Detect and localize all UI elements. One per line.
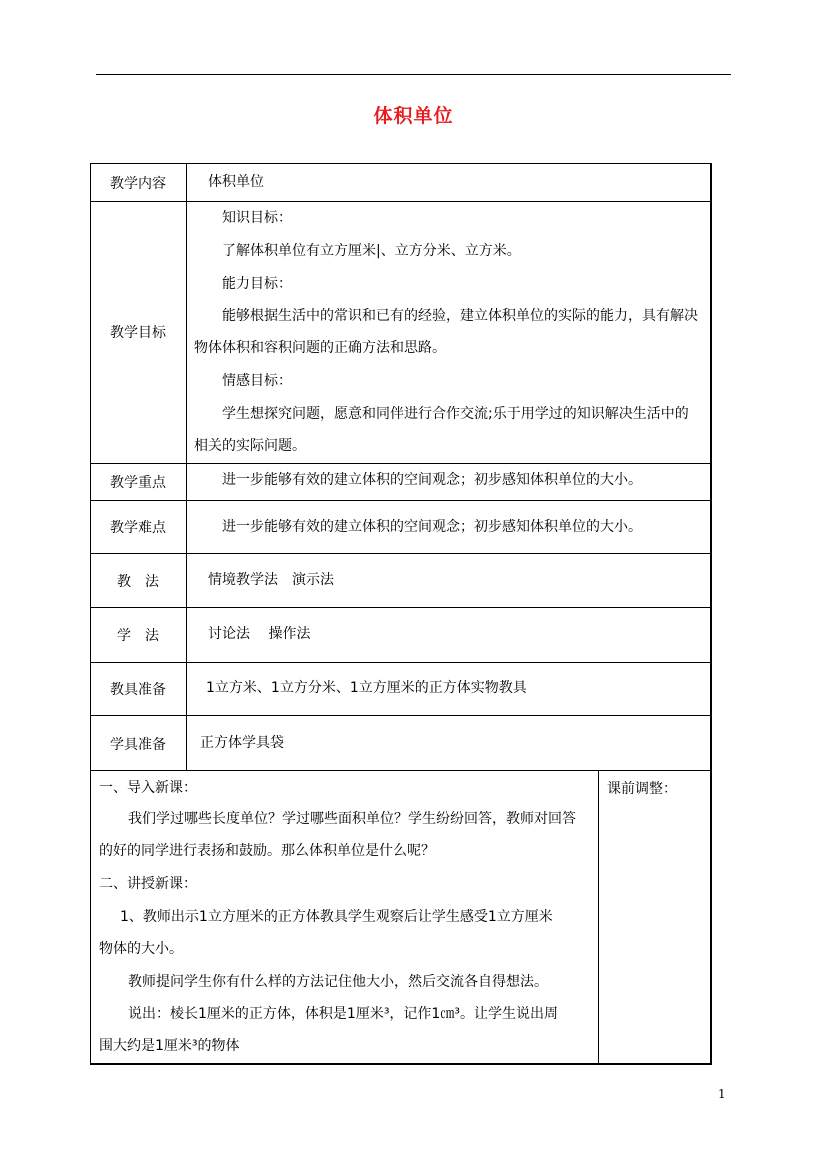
row-separator bbox=[90, 553, 710, 554]
row-label-teach-method: 教 法 bbox=[117, 574, 159, 590]
row-value-key: 进一步能够有效的建立体积的空间观念；初步感知体积单位的大小。 bbox=[222, 472, 642, 488]
process-line: 围大约是1厘米³的物体 bbox=[99, 1038, 240, 1054]
row-value-difficult: 进一步能够有效的建立体积的空间观念；初步感知体积单位的大小。 bbox=[222, 519, 642, 535]
process-line: 我们学过哪些长度单位？学过哪些面积单位？学生纷纷回答，教师对回答 bbox=[128, 811, 576, 827]
table-right-shadow bbox=[710, 163, 712, 1065]
row-separator bbox=[90, 770, 710, 771]
row-separator bbox=[90, 662, 710, 663]
process-line: 二、讲授新课： bbox=[99, 876, 197, 892]
goal-line: 相关的实际问题。 bbox=[194, 438, 306, 454]
row-label-teach-tools: 教具准备 bbox=[110, 682, 166, 698]
row-value-content: 体积单位 bbox=[208, 174, 264, 190]
table-top-border bbox=[90, 163, 710, 164]
row-label-key: 教学重点 bbox=[110, 475, 166, 491]
row-separator bbox=[90, 500, 710, 501]
goal-line: 学生想探究问题，愿意和同伴进行合作交流;乐于用学过的知识解决生活中的 bbox=[222, 406, 689, 422]
row-separator bbox=[90, 715, 710, 716]
process-line: 的好的同学进行表扬和鼓励。那么体积单位是什么呢？ bbox=[99, 843, 435, 859]
label-column-divider bbox=[186, 163, 187, 770]
process-line: 说出：棱长1厘米的正方体，体积是1厘米³，记作1㎝³。让学生说出周 bbox=[128, 1006, 558, 1022]
goal-line: 物体体积和容积问题的正确方法和思路。 bbox=[194, 340, 446, 356]
row-separator bbox=[90, 201, 710, 202]
table-left-border bbox=[90, 163, 91, 1063]
process-line: 一、导入新课： bbox=[99, 780, 197, 796]
row-value-teach-tools: 1立方米、1立方分米、1立方厘米的正方体实物教具 bbox=[206, 680, 527, 696]
row-label-learn-tools: 学具准备 bbox=[110, 737, 166, 753]
page-title: 体积单位 bbox=[373, 105, 454, 127]
goal-line: 知识目标： bbox=[222, 210, 292, 226]
page-number: 1 bbox=[718, 1087, 726, 1101]
row-separator bbox=[90, 607, 710, 608]
row-label-learn-method: 学 法 bbox=[117, 628, 159, 644]
process-line: 教师提问学生你有什么样的方法记住他大小，然后交流各自得想法。 bbox=[128, 974, 548, 990]
row-separator bbox=[90, 463, 710, 464]
goal-line: 能够根据生活中的常识和已有的经验，建立体积单位的实际的能力，具有解决 bbox=[222, 308, 698, 324]
row-value-learn-method: 讨论法 操作法 bbox=[208, 626, 311, 642]
table-bottom-shadow bbox=[90, 1063, 712, 1065]
goal-line: 能力目标： bbox=[222, 276, 292, 292]
process-line: 物体的大小。 bbox=[99, 941, 183, 957]
goal-line: 情感目标： bbox=[222, 373, 292, 389]
row-value-learn-tools: 正方体学具袋 bbox=[200, 735, 284, 751]
row-label-difficult: 教学难点 bbox=[110, 520, 166, 536]
pre-class-adjustment-label: 课前调整： bbox=[607, 781, 677, 797]
row-label-goals: 教学目标 bbox=[110, 325, 166, 341]
row-label-content: 教学内容 bbox=[110, 176, 166, 192]
header-rule bbox=[96, 74, 731, 75]
lesson-table bbox=[90, 163, 710, 1063]
process-line: 1、教师出示1立方厘米的正方体教具学生观察后让学生感受1立方厘米 bbox=[120, 909, 553, 925]
adjustment-column-divider bbox=[598, 770, 599, 1063]
row-value-teach-method: 情境教学法 演示法 bbox=[208, 572, 334, 588]
goal-line: 了解体积单位有立方厘米|、立方分米、立方米。 bbox=[222, 243, 521, 259]
